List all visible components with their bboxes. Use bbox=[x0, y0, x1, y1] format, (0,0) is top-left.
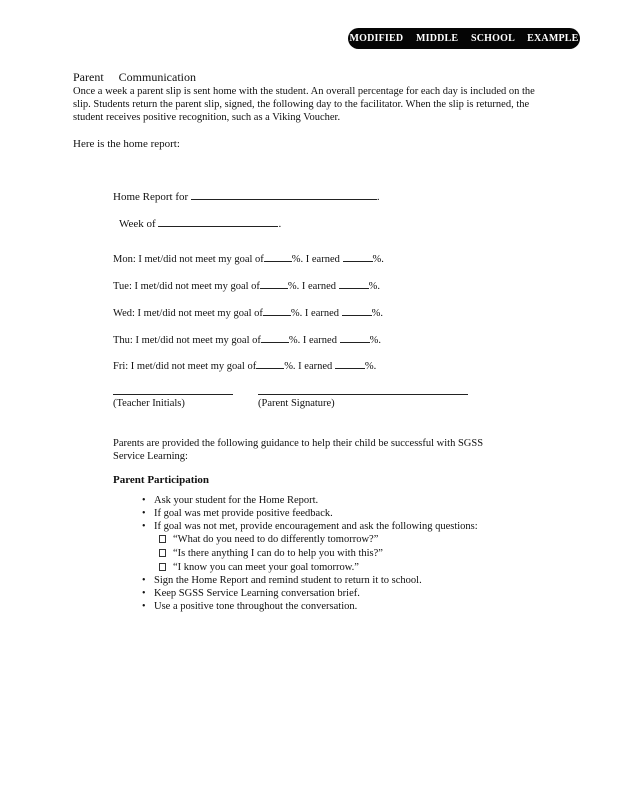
checkbox-icon bbox=[159, 563, 166, 571]
goal-blank bbox=[261, 332, 289, 343]
day-label: Mon: bbox=[113, 254, 136, 265]
day-end-text: %. bbox=[368, 281, 380, 292]
checkbox-icon bbox=[159, 549, 166, 557]
day-end-text: %. bbox=[369, 335, 381, 346]
question-item bbox=[173, 547, 383, 560]
parent-signature-label: (Parent Signature) bbox=[258, 398, 335, 409]
report-for-line bbox=[113, 189, 380, 203]
earned-blank bbox=[343, 251, 373, 262]
example-badge: MODIFIED MIDDLE SCHOOL EXAMPLE bbox=[348, 28, 580, 49]
day-end-text: %. bbox=[371, 308, 384, 319]
bullet-icon: • bbox=[142, 588, 146, 599]
week-of-blank bbox=[158, 216, 278, 227]
week-of-label: Week of bbox=[119, 218, 156, 230]
day-end-text: %. bbox=[364, 361, 377, 372]
report-for-label: Home Report for bbox=[113, 191, 189, 203]
day-earned-text: %. I earned bbox=[290, 308, 340, 319]
day-label: Fri: bbox=[113, 361, 129, 372]
bullet-icon: • bbox=[142, 601, 146, 612]
day-row bbox=[113, 358, 376, 372]
day-row bbox=[113, 305, 383, 319]
week-of-line bbox=[119, 216, 281, 230]
parent-signature-line bbox=[258, 394, 468, 395]
question-text: “Is there anything I can do to help you with this?” bbox=[173, 548, 383, 559]
day-goal-text: I met/did not meet my goal of bbox=[134, 281, 260, 292]
report-for-end: . bbox=[376, 191, 380, 203]
intro-paragraph: Once a week a parent slip is sent home with the student. An overall percentage for each day is included on the slip. Students return the parent slip, signed, the following day to the facilitator. When the slip is returned, the student receives positive recognition, such as a Viking Voucher. bbox=[73, 86, 535, 123]
teacher-initials-label: (Teacher Initials) bbox=[113, 398, 185, 409]
day-earned-text: %. I earned bbox=[287, 281, 336, 292]
question-item bbox=[173, 561, 359, 574]
bullet-icon: • bbox=[142, 495, 146, 506]
goal-blank bbox=[264, 251, 292, 262]
day-row bbox=[113, 278, 380, 292]
day-label: Thu: bbox=[113, 335, 133, 346]
home-report-intro: Here is the home report: bbox=[73, 138, 180, 150]
day-earned-text: %. I earned bbox=[284, 361, 333, 372]
day-end-text: %. bbox=[372, 254, 384, 265]
list-item bbox=[142, 600, 358, 613]
checkbox-icon bbox=[159, 535, 166, 543]
week-of-end: . bbox=[278, 218, 282, 230]
day-goal-text: I met/did not meet my goal of bbox=[135, 335, 261, 346]
earned-blank bbox=[342, 305, 372, 316]
goal-blank bbox=[260, 278, 288, 289]
report-for-blank bbox=[191, 189, 377, 200]
list-item bbox=[142, 574, 422, 587]
teacher-initials-line bbox=[113, 394, 233, 395]
bullet-icon: • bbox=[142, 575, 146, 586]
goal-blank bbox=[256, 358, 284, 369]
list-item bbox=[142, 520, 478, 533]
question-item bbox=[173, 533, 378, 546]
list-item-text: Use a positive tone throughout the conversation. bbox=[154, 601, 358, 612]
day-goal-text: I met/did not meet my goal of bbox=[137, 308, 263, 319]
list-item-text: If goal was met provide positive feedback. bbox=[154, 508, 333, 519]
earned-blank bbox=[339, 278, 369, 289]
goal-blank bbox=[263, 305, 291, 316]
bullet-icon: • bbox=[142, 508, 146, 519]
day-earned-text: %. I earned bbox=[288, 335, 337, 346]
guidance-text: Parents are provided the following guidance to help their child be successful with SGSS Service Learning: bbox=[113, 438, 484, 462]
list-item bbox=[142, 507, 333, 520]
list-item-text: Sign the Home Report and remind student to return it to school. bbox=[154, 575, 422, 586]
question-text: “I know you can meet your goal tomorrow.” bbox=[173, 562, 359, 573]
earned-blank bbox=[340, 332, 370, 343]
list-item-text: Keep SGSS Service Learning conversation brief. bbox=[154, 588, 360, 599]
list-item bbox=[142, 587, 360, 600]
day-earned-text: %. I earned bbox=[291, 254, 340, 265]
participation-heading: Parent Participation bbox=[113, 474, 210, 486]
bullet-icon: • bbox=[142, 521, 146, 532]
day-goal-text: I met/did not meet my goal of bbox=[130, 361, 257, 372]
section-title: Parent Communication bbox=[73, 70, 196, 84]
day-row bbox=[113, 332, 381, 346]
question-text: “What do you need to do differently tomorrow?” bbox=[173, 534, 379, 545]
list-item bbox=[142, 494, 319, 507]
day-goal-text: I met/did not meet my goal of bbox=[138, 254, 264, 265]
day-row bbox=[113, 251, 384, 265]
earned-blank bbox=[335, 358, 365, 369]
day-label: Wed: bbox=[113, 308, 135, 319]
day-label: Tue: bbox=[113, 281, 132, 292]
list-item-text: Ask your student for the Home Report. bbox=[154, 495, 319, 506]
list-item-text: If goal was not met, provide encouragement and ask the following questions: bbox=[154, 521, 478, 532]
